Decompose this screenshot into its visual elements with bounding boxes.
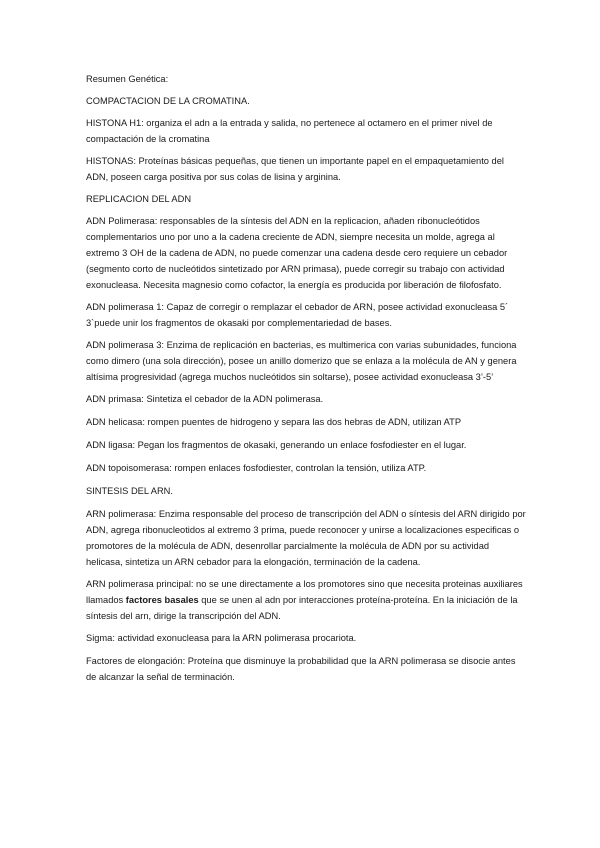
paragraph-adn-topoisomerasa: ADN topoisomerasa: rompen enlaces fosfodiester, controlan la tensión, utiliza ATP. [86, 463, 427, 473]
paragraph-histona-h1: HISTONA H1: organiza el adn a la entrada y salida, no pertenece al octamero en el primer nivel de compactación de la cromatina [86, 118, 493, 144]
paragraph-adn-ligasa: ADN ligasa: Pegan los fragmentos de okasaki, generando un enlace fosfodiester en el lugar. [86, 440, 467, 450]
heading-compactacion: COMPACTACION DE LA CROMATINA. [86, 96, 250, 106]
paragraph-sigma: Sigma: actividad exonucleasa para la ARN polimerasa procariota. [86, 633, 357, 643]
paragraph-adn-polimerasa: ADN Polimerasa: responsables de la síntesis del ADN en la replicacion, añaden ribonucleótidos complementarios uno por uno a la cadena creciente de ADN, siempre necesita un molde, agrega al extremo 3 OH de la cadena de ADN, no puede comenzar una cadena desde cero requiere un cebador (segmento corto de nucleótidos sintetizado por ARN primasa), puede corregir su trabajo con actividad exonucleasa. Necesita magnesio como cofactor, la energía es producida por liberación de filofosfato. [86, 216, 508, 290]
paragraph-adn-helicasa: ADN helicasa: rompen puentes de hidrogeno y separa las dos hebras de ADN, utilizan ATP [86, 417, 462, 427]
paragraph-adn-polimerasa-3: ADN polimerasa 3: Enzima de replicación en bacterias, es multimerica con varias subunidades, funciona como dimero (una sola dirección), posee un anillo domerizo que se enlaza a la molécula de AN y genera altísima progresividad (agrega muchos nucleótidos sin soltarse), posee actividad exonucleasa 3’-5’ [86, 340, 517, 382]
heading-sintesis: SINTESIS DEL ARN. [86, 486, 173, 496]
arn-principal-text-b: que se unen al adn por interacciones proteína-proteína. En la iniciación de la síntesis del arn, dirige la transcripción del ADN. [86, 595, 518, 621]
paragraph-arn-polimerasa: ARN polimerasa: Enzima responsable del proceso de transcripción del ADN o síntesis del ARN dirigido por ADN, agrega ribonucleotidos al extremo 3 prima, puede reconocer y unirse a localizaciones especificas o promotores de la molécula de ADN, desenrollar parcialmente la molécula de ADN por su actividad helicasa, sintetiza un ARN cebador para la elongación, terminación de la cadena. [86, 509, 526, 567]
paragraph-arn-polimerasa-principal [86, 576, 526, 624]
arn-principal-text-a: ARN polimerasa principal: no se une directamente a los promotores sino que necesita proteinas auxiliares llamados [86, 579, 523, 605]
factores-basales-term: factores basales [125, 595, 199, 605]
document-body [86, 71, 526, 691]
paragraph-adn-polimerasa-1: ADN polimerasa 1: Capaz de corregir o remplazar el cebador de ARN, posee actividad exonucleasa 5´ 3`puede unir los fragmentos de okasaki por complementariedad de bases. [86, 302, 509, 328]
document-title: Resumen Genética: [86, 74, 169, 84]
paragraph-histonas: HISTONAS: Proteínas básicas pequeñas, que tienen un importante papel en el empaquetamiento del ADN, poseen carga positiva por sus colas de lisina y arginina. [86, 156, 504, 182]
heading-replicacion: REPLICACION DEL ADN [86, 194, 192, 204]
paragraph-factores-elongacion: Factores de elongación: Proteína que disminuye la probabilidad que la ARN polimerasa se disocie antes de alcanzar la señal de terminación. [86, 656, 516, 682]
paragraph-adn-primasa: ADN primasa: Sintetiza el cebador de la ADN polimerasa. [86, 394, 324, 404]
